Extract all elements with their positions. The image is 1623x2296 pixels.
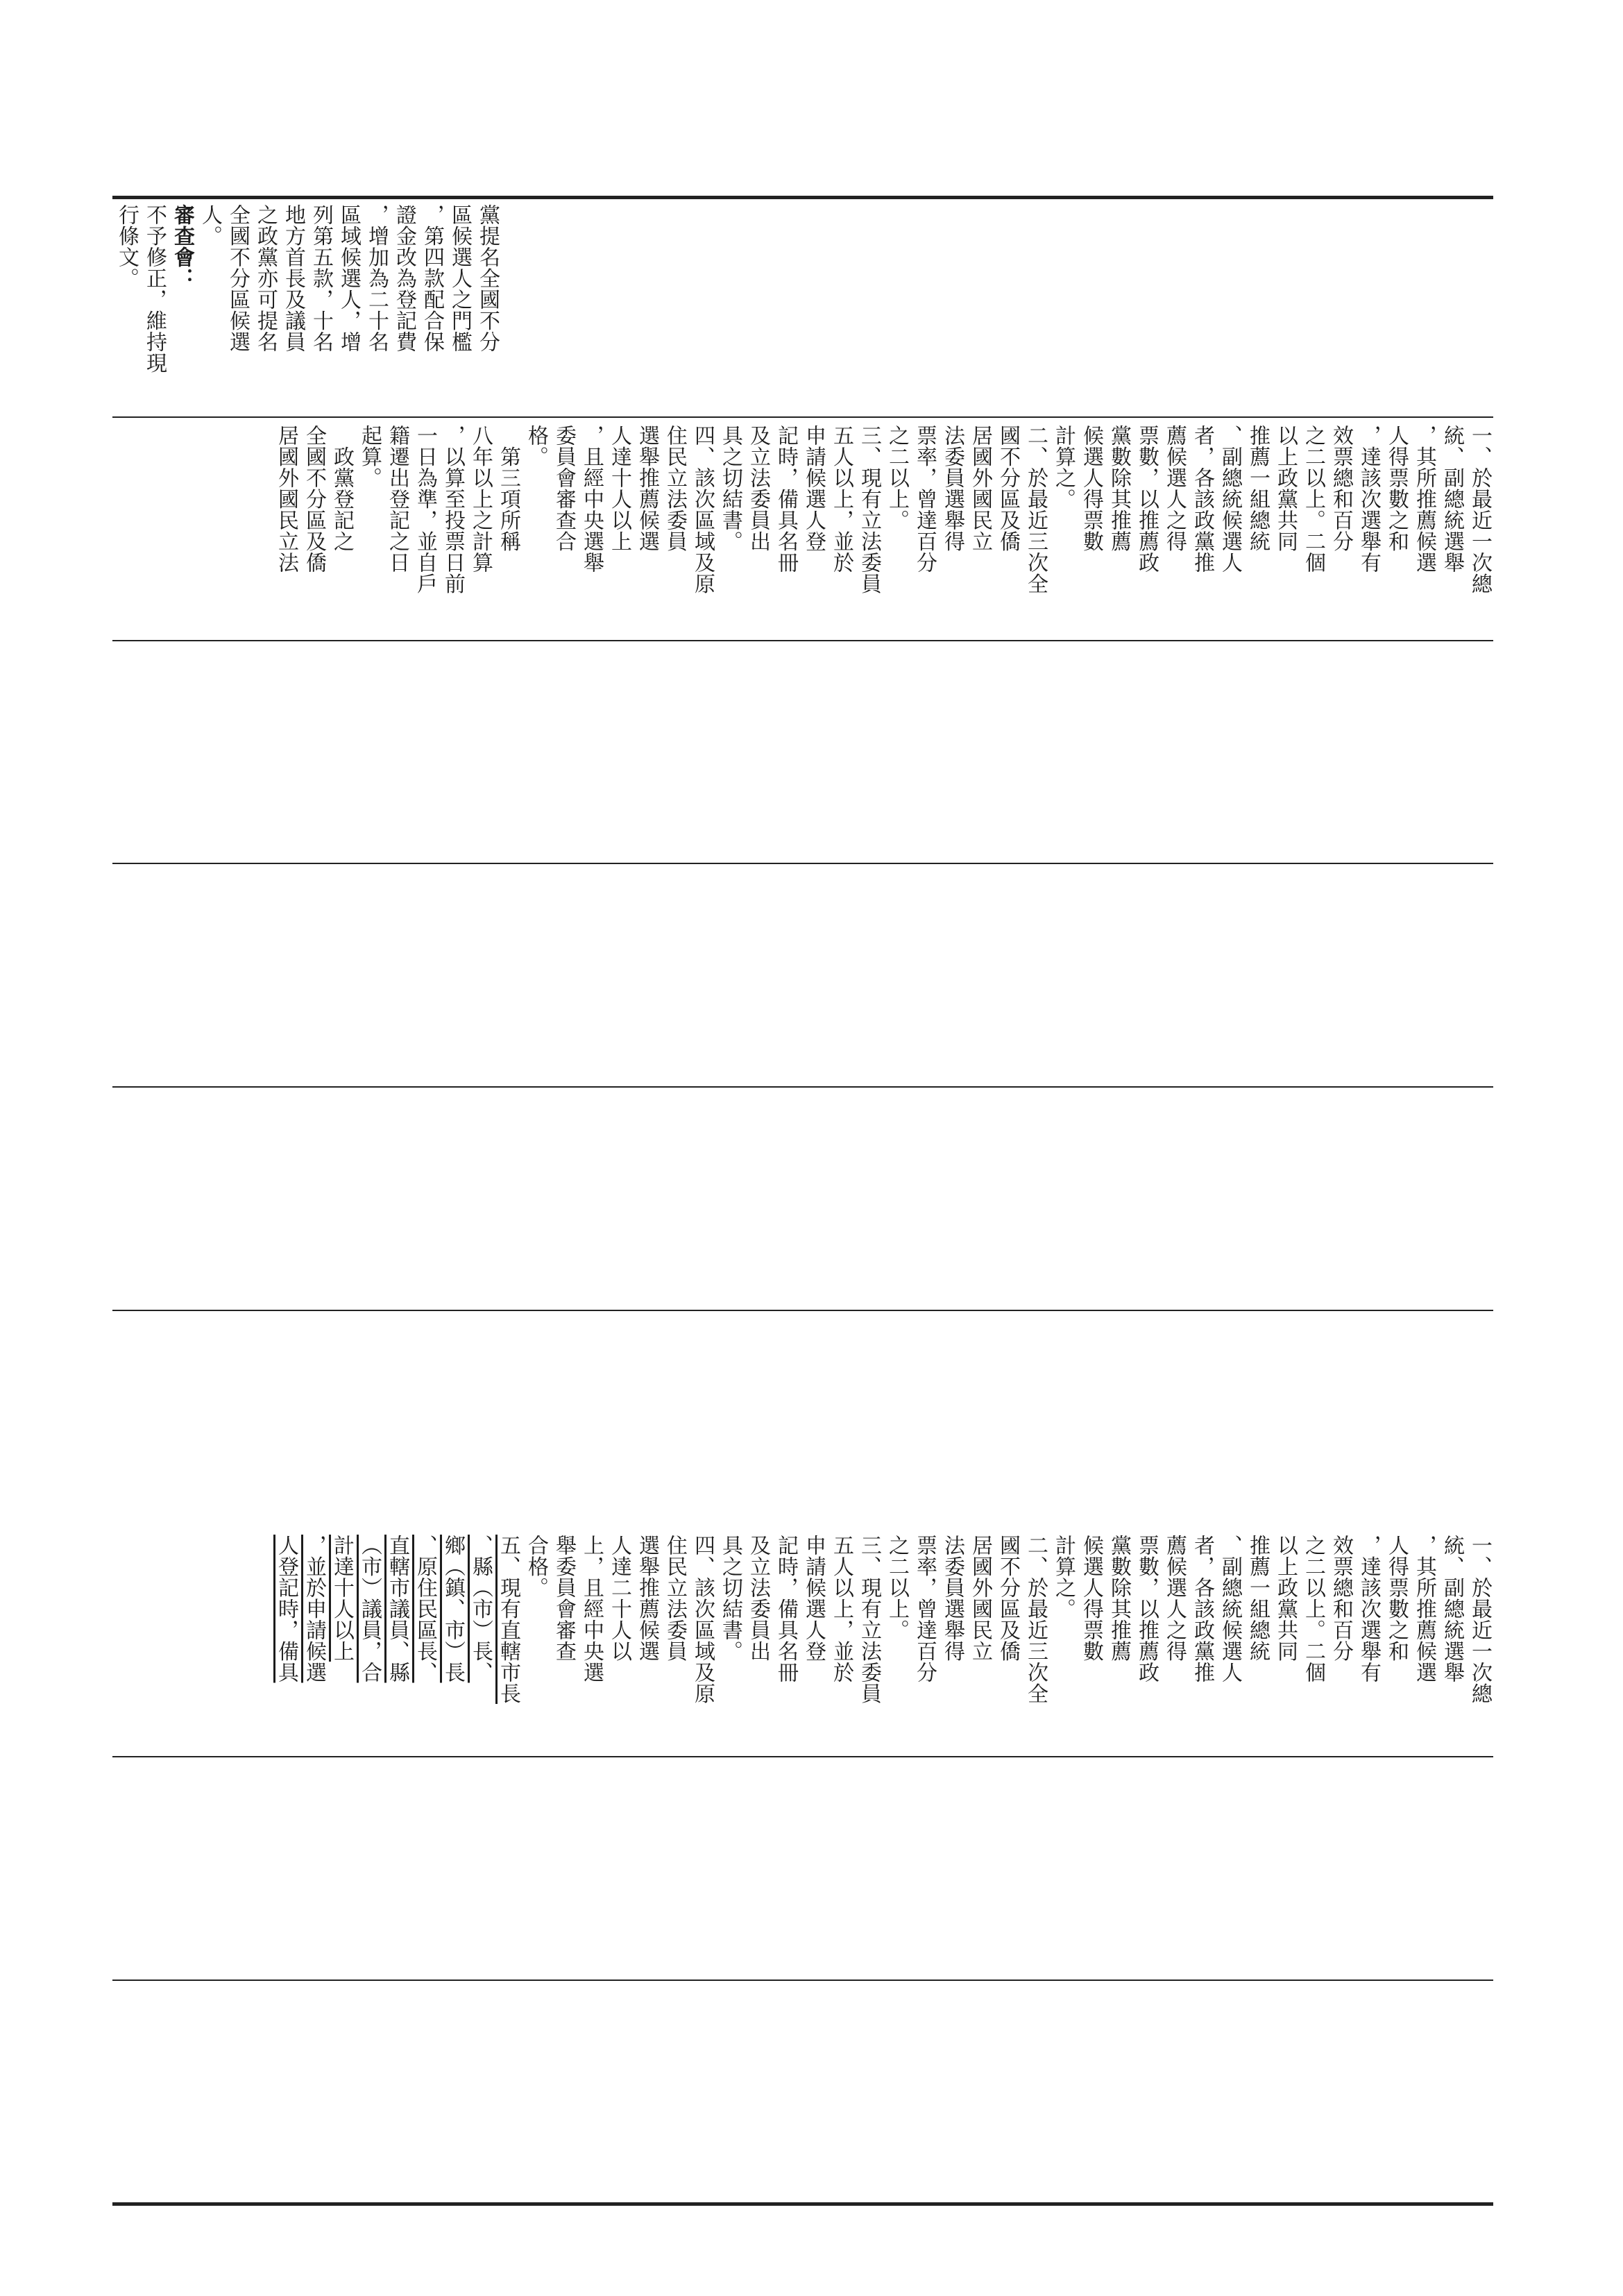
row-divider-5 [112,1310,1493,1311]
text-column: 申請候選人登 [801,425,826,552]
row-divider-1 [112,416,1493,418]
text-column: 以上政黨共同 [1273,425,1298,552]
row-divider-6 [112,1756,1493,1757]
text-column: 之二以上。 [885,425,909,531]
text-column: 四、該次區域及原 [690,1535,715,1704]
row-divider-3 [112,863,1493,864]
text-column: 之政黨亦可提名 [253,204,278,353]
text-column: 人登記時，備具 [274,1535,298,1683]
text-column: 票數，以推薦政 [1135,1535,1159,1683]
row-divider-7 [112,1980,1493,1981]
text-column: 候選人得票數 [1079,425,1103,552]
proposed-amendment-cell [112,1530,1493,1754]
text-column: 鄉（鎮、市）長 [441,1535,465,1683]
text-column: 人。 [198,204,222,246]
text-column: 起算。 [357,425,382,489]
text-column: 票率，曾達百分 [912,425,937,573]
text-column: 委員會審查合 [552,425,576,552]
text-column: 一、於最近一次總 [1468,425,1492,594]
text-column: 記時，備具名冊 [774,1535,798,1683]
text-column: 法委員選舉得 [940,1535,965,1662]
text-column: 之二以上。二個 [1301,425,1325,573]
text-column: 、縣（市）長、 [468,1535,493,1683]
text-column: 地方首長及議員 [281,204,305,353]
text-column: ，並於申請候選 [302,1535,326,1683]
text-column: ，其所推薦候選 [1412,1535,1436,1683]
text-column: 票率，曾達百分 [912,1535,937,1683]
text-column: 候選人得票數 [1079,1535,1103,1662]
text-column: ，第四款配合保 [420,204,444,353]
text-column: 第三項所稱 [496,425,520,552]
text-column: 籍遷出登記之日 [385,425,409,573]
table-top-border [112,196,1493,199]
text-column: 之二以上。二個 [1301,1535,1325,1683]
text-column: 五人以上，並於 [829,425,853,573]
text-column: 者，各該政黨推 [1190,425,1214,573]
text-column: 具之切結書。 [718,425,742,552]
text-column: 五、現有直轄市長 [496,1535,520,1704]
text-column: 直轄市議員、縣 [385,1535,409,1683]
review-committee-label: 審查會： [170,204,194,289]
text-column: 、原住民區長、 [413,1535,437,1683]
proposed-amendment-text [112,1535,1493,1755]
text-column: 效票總和百分 [1329,1535,1353,1662]
text-column: 人達十人以上 [607,425,631,552]
text-column: 推薦一組總統 [1246,425,1270,552]
text-column: 統、副總統選舉 [1440,425,1464,573]
text-column: 具之切結書。 [718,1535,742,1662]
text-column: 計算之。 [1051,1535,1076,1619]
text-column: 三、現有立法委員 [857,425,881,594]
text-column: 格。 [524,425,548,467]
current-law-text [112,425,1493,639]
text-column: 二、於最近三次全 [1023,1535,1048,1704]
text-column: 列第五款，十名 [309,204,333,353]
text-column: 一、於最近一次總 [1468,1535,1492,1704]
text-column: 合格。 [524,1535,548,1598]
table-bottom-border [112,2202,1493,2206]
text-column: 二、於最近三次全 [1023,425,1048,594]
text-column: 黨提名全國不分 [475,204,500,353]
text-column: 不予修正，維持現 [142,204,167,373]
text-column: 四、該次區域及原 [690,425,715,594]
text-column: 行條文。 [114,204,139,289]
text-column: 居國外國民立 [968,425,992,552]
explanation-cell [112,200,1493,415]
text-column: 選舉推薦候選 [635,425,659,552]
text-column: 人得票數之和 [1384,425,1409,552]
text-column: 法委員選舉得 [940,425,965,552]
text-column: 推薦一組總統 [1246,1535,1270,1662]
text-column: 一日為準，並自戶 [413,425,437,594]
text-column: 及立法委員出 [746,1535,770,1662]
text-column: 黨數除其推薦 [1107,1535,1131,1662]
text-column: ，其所推薦候選 [1412,425,1436,573]
text-column: ，增加為二十名 [364,204,389,353]
text-column: 人達二十人以 [607,1535,631,1662]
text-column: 薦候選人之得 [1162,425,1187,552]
text-column: 票數，以推薦政 [1135,425,1159,573]
text-column: 五人以上，並於 [829,1535,853,1683]
text-column: （市）議員，合 [357,1535,382,1683]
text-column: 區域候選人，增 [337,204,361,353]
text-column: 申請候選人登 [801,1535,826,1662]
text-column: 區候選人之門檻 [448,204,472,353]
text-column: 黨數除其推薦 [1107,425,1131,552]
row-divider-2 [112,640,1493,641]
text-column: 之二以上。 [885,1535,909,1641]
text-column: 國不分區及僑 [996,425,1020,552]
current-law-cell [112,421,1493,639]
text-column: 及立法委員出 [746,425,770,552]
text-column: 選舉推薦候選 [635,1535,659,1662]
text-column: 計算之。 [1051,425,1076,509]
text-column: 薦候選人之得 [1162,1535,1187,1662]
text-column: 、副總統候選人 [1218,425,1242,573]
text-column: 計達十人以上 [330,1535,354,1662]
text-column: ，以算至投票日前 [441,425,465,594]
text-column: 八年以上之計算 [468,425,493,573]
text-column: 記時，備具名冊 [774,425,798,573]
text-column: 住民立法委員 [663,1535,687,1662]
text-column: 居國外國民立法 [274,425,298,573]
text-column: 以上政黨共同 [1273,1535,1298,1662]
text-column: 國不分區及僑 [996,1535,1020,1662]
text-column: 住民立法委員 [663,425,687,552]
text-column: 全國不分區及僑 [302,425,326,573]
text-column: 效票總和百分 [1329,425,1353,552]
text-column: 居國外國民立 [968,1535,992,1662]
text-column: 、副總統候選人 [1218,1535,1242,1683]
text-column: 者，各該政黨推 [1190,1535,1214,1683]
text-column: 全國不分區候選 [226,204,250,353]
text-column: 統、副總統選舉 [1440,1535,1464,1683]
text-column: 舉委員會審查 [552,1535,576,1662]
text-column: 政黨登記之 [330,425,354,552]
text-column: ，達該次選舉有 [1357,425,1381,573]
text-column: 三、現有立法委員 [857,1535,881,1704]
text-column: ，達該次選舉有 [1357,1535,1381,1683]
text-column: 人得票數之和 [1384,1535,1409,1662]
explanation-text [112,204,501,412]
text-column: 證金改為登記費 [392,204,416,353]
row-divider-4 [112,1086,1493,1088]
text-column: 上，且經中央選 [579,1535,604,1683]
text-column: ，且經中央選舉 [579,425,604,573]
